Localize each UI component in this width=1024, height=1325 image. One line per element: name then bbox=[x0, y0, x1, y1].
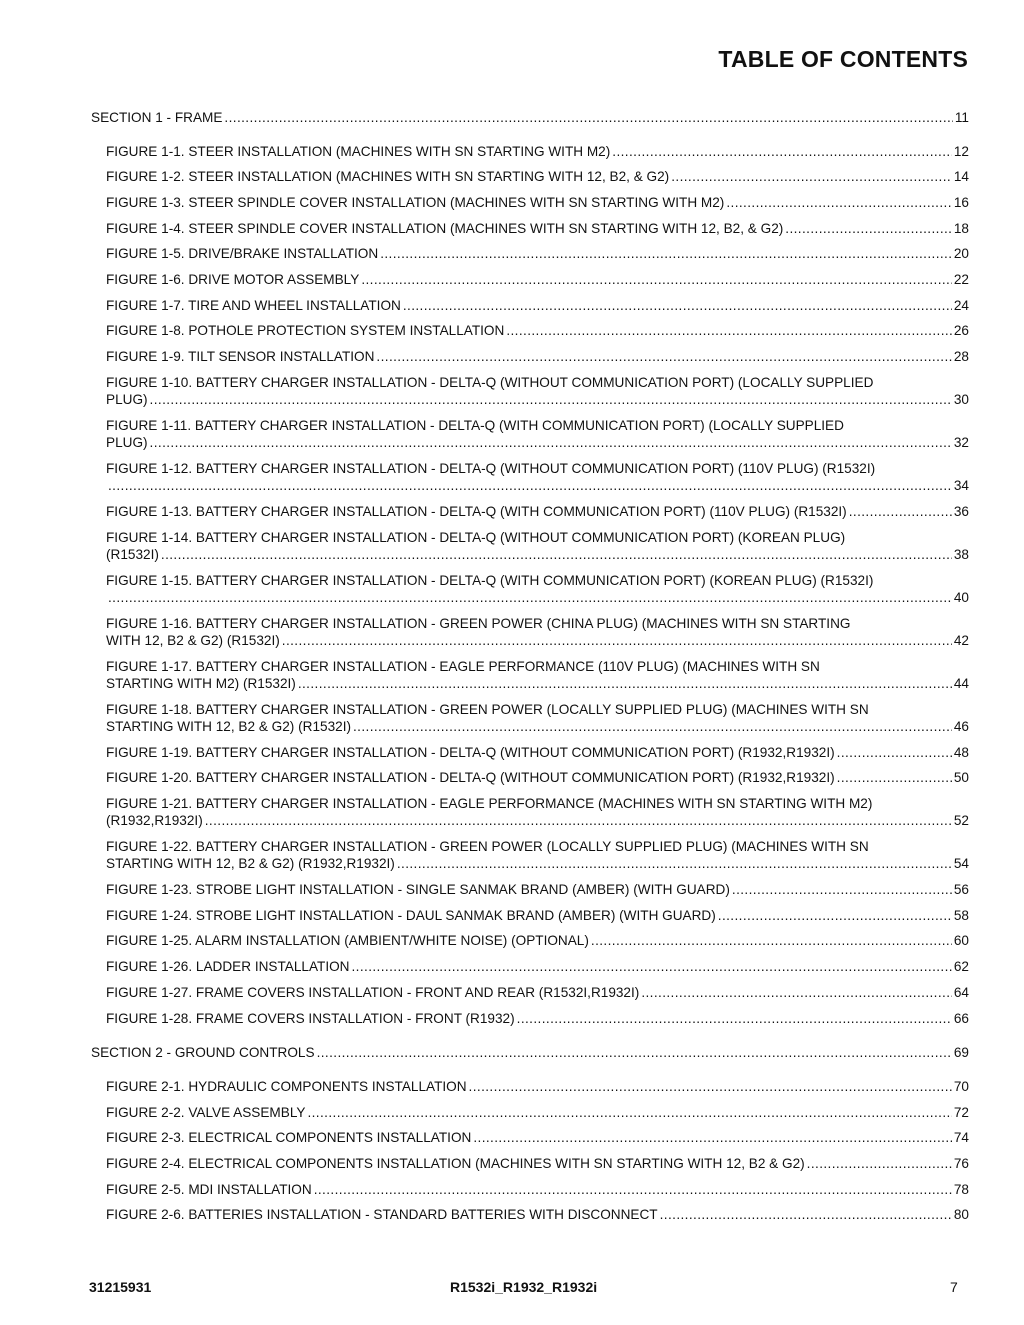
toc-entry-text: FIGURE 1-10. BATTERY CHARGER INSTALLATION - DELTA-Q (WITHOUT COMMUNICATION PORT) (LOCALLY SUPPLIED bbox=[106, 375, 874, 390]
toc-entry-figure[interactable] bbox=[106, 297, 969, 314]
toc-entry-figure[interactable] bbox=[106, 881, 969, 898]
toc-page-number: 24 bbox=[953, 298, 969, 313]
dot-leader bbox=[403, 297, 952, 314]
dot-leader bbox=[517, 1010, 952, 1027]
toc-page-number: 14 bbox=[953, 169, 969, 184]
toc-page-number: 60 bbox=[953, 933, 969, 948]
dot-leader bbox=[314, 1181, 952, 1198]
dot-leader bbox=[473, 1129, 952, 1146]
toc-entry-text: FIGURE 1-17. BATTERY CHARGER INSTALLATION - EAGLE PERFORMANCE (110V PLUG) (MACHINES WITH SN bbox=[106, 659, 820, 674]
toc-page-number: 32 bbox=[953, 435, 969, 450]
toc-entry-figure[interactable] bbox=[106, 271, 969, 288]
toc-entry-text: FIGURE 1-2. STEER INSTALLATION (MACHINES WITH SN STARTING WITH 12, B2, & G2) bbox=[106, 169, 670, 184]
dot-leader bbox=[205, 812, 952, 829]
dot-leader bbox=[150, 434, 952, 451]
toc-page-number: 58 bbox=[953, 908, 969, 923]
model-names: R1532i_R1932_R1932i bbox=[450, 1279, 598, 1295]
dot-leader bbox=[612, 143, 952, 160]
toc-page-number: 62 bbox=[953, 959, 969, 974]
toc-entry-figure[interactable] bbox=[106, 701, 969, 735]
toc-entry-text: FIGURE 1-9. TILT SENSOR INSTALLATION bbox=[106, 349, 375, 364]
toc-entry-text-continued: PLUG) bbox=[106, 392, 148, 407]
toc-page-number: 52 bbox=[953, 813, 969, 828]
toc-entry-text-continued: STARTING WITH M2) (R1532I) bbox=[106, 676, 296, 691]
toc-page-number: 66 bbox=[953, 1011, 969, 1026]
toc-entry-text: SECTION 2 - GROUND CONTROLS bbox=[91, 1045, 315, 1060]
toc-page-number: 50 bbox=[953, 770, 969, 785]
toc-entry-figure[interactable] bbox=[106, 168, 969, 185]
toc-entry-text: FIGURE 2-1. HYDRAULIC COMPONENTS INSTALLATION bbox=[106, 1079, 467, 1094]
toc-entry-text: FIGURE 1-5. DRIVE/BRAKE INSTALLATION bbox=[106, 246, 379, 261]
toc-entry-section-2[interactable] bbox=[91, 1044, 969, 1061]
page-title: TABLE OF CONTENTS bbox=[718, 46, 968, 72]
toc-entry-figure[interactable] bbox=[106, 143, 969, 160]
toc-entry-text-continued: (R1532I) bbox=[106, 547, 159, 562]
toc-entry-text: FIGURE 1-25. ALARM INSTALLATION (AMBIENT/WHITE NOISE) (OPTIONAL) bbox=[106, 933, 589, 948]
document-number: 31215931 bbox=[89, 1279, 152, 1295]
dot-leader bbox=[641, 984, 952, 1001]
toc-entry-figure[interactable] bbox=[106, 417, 969, 451]
toc-entry-figure[interactable] bbox=[106, 838, 969, 872]
dot-leader bbox=[671, 168, 952, 185]
toc-entry-text: FIGURE 1-27. FRAME COVERS INSTALLATION - FRONT AND REAR (R1532I,R1932I) bbox=[106, 985, 640, 1000]
toc-entry-text: FIGURE 1-4. STEER SPINDLE COVER INSTALLATION (MACHINES WITH SN STARTING WITH 12, B2, & G2) bbox=[106, 221, 784, 236]
toc-entry-figure[interactable] bbox=[106, 1206, 969, 1223]
toc-entry-section-1[interactable] bbox=[91, 109, 969, 126]
dot-leader bbox=[718, 907, 952, 924]
toc-page-number: 72 bbox=[953, 1105, 969, 1120]
toc-entry-figure[interactable] bbox=[106, 220, 969, 237]
toc-entry-text: FIGURE 1-6. DRIVE MOTOR ASSEMBLY bbox=[106, 272, 360, 287]
toc-entry-text: FIGURE 1-3. STEER SPINDLE COVER INSTALLATION (MACHINES WITH SN STARTING WITH M2) bbox=[106, 195, 725, 210]
dot-leader bbox=[161, 546, 952, 563]
dot-leader bbox=[376, 348, 951, 365]
toc-entry-figure[interactable] bbox=[106, 744, 969, 761]
toc-page-number: 74 bbox=[953, 1130, 969, 1145]
toc-page-number: 54 bbox=[953, 856, 969, 871]
toc-entry-figure[interactable] bbox=[106, 374, 969, 408]
toc-entry-text: FIGURE 2-5. MDI INSTALLATION bbox=[106, 1182, 312, 1197]
toc-page-number: 22 bbox=[953, 272, 969, 287]
toc-entry-text: SECTION 1 - FRAME bbox=[91, 110, 223, 125]
toc-entry-text: FIGURE 1-23. STROBE LIGHT INSTALLATION - SINGLE SANMAK BRAND (AMBER) (WITH GUARD) bbox=[106, 882, 730, 897]
toc-page-number: 78 bbox=[953, 1182, 969, 1197]
toc-page-number: 44 bbox=[953, 676, 969, 691]
toc-entry-figure[interactable] bbox=[106, 460, 969, 494]
toc-entry-text: FIGURE 2-2. VALVE ASSEMBLY bbox=[106, 1105, 306, 1120]
toc-entry-text: FIGURE 2-3. ELECTRICAL COMPONENTS INSTALLATION bbox=[106, 1130, 472, 1145]
toc-page-number: 34 bbox=[953, 478, 969, 493]
dot-leader bbox=[224, 109, 952, 126]
toc-entry-text-continued: WITH 12, B2 & G2) (R1532I) bbox=[106, 633, 280, 648]
dot-leader bbox=[108, 589, 952, 606]
toc-entry-text-continued: (R1932,R1932I) bbox=[106, 813, 203, 828]
dot-leader bbox=[807, 1155, 952, 1172]
dot-leader bbox=[298, 675, 952, 692]
toc-entry-figure[interactable] bbox=[106, 958, 969, 975]
toc-entry-text: FIGURE 1-8. POTHOLE PROTECTION SYSTEM INSTALLATION bbox=[106, 323, 505, 338]
toc-entry-text: FIGURE 1-19. BATTERY CHARGER INSTALLATION - DELTA-Q (WITHOUT COMMUNICATION PORT) (R1932,R1932I) bbox=[106, 745, 835, 760]
dot-leader bbox=[660, 1206, 952, 1223]
toc-entry-text-continued: STARTING WITH 12, B2 & G2) (R1532I) bbox=[106, 719, 351, 734]
dot-leader bbox=[317, 1044, 952, 1061]
toc-entry-figure[interactable] bbox=[106, 1104, 969, 1121]
toc-entry-text: FIGURE 2-4. ELECTRICAL COMPONENTS INSTALLATION (MACHINES WITH SN STARTING WITH 12, B2 & G2) bbox=[106, 1156, 805, 1171]
toc-entry-text-continued: STARTING WITH 12, B2 & G2) (R1932,R1932I) bbox=[106, 856, 395, 871]
toc-entry-figure[interactable] bbox=[106, 769, 969, 786]
toc-page-number: 42 bbox=[953, 633, 969, 648]
toc-entry-text: FIGURE 1-12. BATTERY CHARGER INSTALLATION - DELTA-Q (WITHOUT COMMUNICATION PORT) (110V PLUG) (R1532I) bbox=[106, 461, 876, 476]
toc-entry-text: FIGURE 1-20. BATTERY CHARGER INSTALLATION - DELTA-Q (WITHOUT COMMUNICATION PORT) (R1932,R1932I) bbox=[106, 770, 835, 785]
toc-entry-text: FIGURE 2-6. BATTERIES INSTALLATION - STANDARD BATTERIES WITH DISCONNECT bbox=[106, 1207, 658, 1222]
toc-page-number: 80 bbox=[953, 1207, 969, 1222]
dot-leader bbox=[380, 245, 952, 262]
toc-entry-figure[interactable] bbox=[106, 245, 969, 262]
toc-page-number: 38 bbox=[953, 547, 969, 562]
toc-entry-figure[interactable] bbox=[106, 322, 969, 339]
dot-leader bbox=[837, 744, 952, 761]
toc-page-number: 12 bbox=[953, 144, 969, 159]
dot-leader bbox=[397, 855, 952, 872]
toc-page-number: 11 bbox=[954, 110, 969, 125]
toc-entry-text: FIGURE 1-18. BATTERY CHARGER INSTALLATION - GREEN POWER (LOCALLY SUPPLIED PLUG) (MACHINES WITH SN bbox=[106, 702, 869, 717]
toc-page-number: 56 bbox=[953, 882, 969, 897]
toc-entry-text-continued: PLUG) bbox=[106, 435, 148, 450]
toc-page-number: 28 bbox=[953, 349, 969, 364]
toc-entry-figure[interactable] bbox=[106, 658, 969, 692]
toc-entry-text: FIGURE 1-13. BATTERY CHARGER INSTALLATION - DELTA-Q (WITH COMMUNICATION PORT) (110V PLUG) (R1532I) bbox=[106, 504, 847, 519]
toc-entry-text: FIGURE 1-1. STEER INSTALLATION (MACHINES WITH SN STARTING WITH M2) bbox=[106, 144, 611, 159]
toc-entry-figure[interactable] bbox=[106, 194, 969, 211]
toc-entry-text: FIGURE 1-15. BATTERY CHARGER INSTALLATION - DELTA-Q (WITH COMMUNICATION PORT) (KOREAN PLUG) (R1532I) bbox=[106, 573, 874, 588]
toc-page-number: 30 bbox=[953, 392, 969, 407]
dot-leader bbox=[150, 391, 952, 408]
page-number: 7 bbox=[950, 1279, 958, 1295]
dot-leader bbox=[469, 1078, 952, 1095]
toc-entry-figure[interactable] bbox=[106, 907, 969, 924]
dot-leader bbox=[361, 271, 952, 288]
toc-entry-figure[interactable] bbox=[106, 795, 969, 829]
toc-entry-figure[interactable] bbox=[106, 615, 969, 649]
toc-entry-figure[interactable] bbox=[106, 503, 969, 520]
dot-leader bbox=[591, 932, 952, 949]
dot-leader bbox=[849, 503, 952, 520]
toc-entry-text: FIGURE 1-11. BATTERY CHARGER INSTALLATION - DELTA-Q (WITH COMMUNICATION PORT) (LOCALLY SUPPLIED bbox=[106, 418, 844, 433]
toc-entry-text: FIGURE 1-14. BATTERY CHARGER INSTALLATION - DELTA-Q (WITHOUT COMMUNICATION PORT) (KOREAN PLUG) bbox=[106, 530, 846, 545]
toc-entry-text: FIGURE 1-16. BATTERY CHARGER INSTALLATION - GREEN POWER (CHINA PLUG) (MACHINES WITH SN STARTING bbox=[106, 616, 851, 631]
toc-entry-text: FIGURE 1-21. BATTERY CHARGER INSTALLATION - EAGLE PERFORMANCE (MACHINES WITH SN STARTING WITH M2) bbox=[106, 796, 873, 811]
toc-page-number: 64 bbox=[953, 985, 969, 1000]
toc-page-number: 69 bbox=[953, 1045, 969, 1060]
dot-leader bbox=[307, 1104, 951, 1121]
toc-entry-text: FIGURE 1-7. TIRE AND WHEEL INSTALLATION bbox=[106, 298, 401, 313]
toc-entry-figure[interactable] bbox=[106, 1129, 969, 1146]
toc-entry-text: FIGURE 1-28. FRAME COVERS INSTALLATION - FRONT (R1932) bbox=[106, 1011, 515, 1026]
toc-entry-text: FIGURE 1-24. STROBE LIGHT INSTALLATION - DAUL SANMAK BRAND (AMBER) (WITH GUARD) bbox=[106, 908, 716, 923]
toc-entry-figure[interactable] bbox=[106, 1181, 969, 1198]
toc-entry-text: FIGURE 1-22. BATTERY CHARGER INSTALLATION - GREEN POWER (LOCALLY SUPPLIED PLUG) (MACHINES WITH SN bbox=[106, 839, 869, 854]
toc-page-number: 16 bbox=[953, 195, 969, 210]
toc-entry-figure[interactable] bbox=[106, 932, 969, 949]
toc-page-number: 18 bbox=[953, 221, 969, 236]
dot-leader bbox=[506, 322, 952, 339]
toc-entry-figure[interactable] bbox=[106, 1078, 969, 1095]
dot-leader bbox=[785, 220, 952, 237]
toc-entry-figure[interactable] bbox=[106, 529, 969, 563]
toc-page-number: 76 bbox=[953, 1156, 969, 1171]
dot-leader bbox=[282, 632, 952, 649]
toc-page-number: 40 bbox=[953, 590, 969, 605]
toc-entry-figure[interactable] bbox=[106, 1155, 969, 1172]
toc-page-number: 36 bbox=[953, 504, 969, 519]
toc-page-number: 48 bbox=[953, 745, 969, 760]
dot-leader bbox=[353, 718, 952, 735]
toc-entry-figure[interactable] bbox=[106, 348, 969, 365]
toc-page-number: 26 bbox=[953, 323, 969, 338]
toc-entry-text: FIGURE 1-26. LADDER INSTALLATION bbox=[106, 959, 350, 974]
dot-leader bbox=[837, 769, 952, 786]
toc-page-number: 46 bbox=[953, 719, 969, 734]
dot-leader bbox=[108, 477, 952, 494]
dot-leader bbox=[726, 194, 952, 211]
dot-leader bbox=[352, 958, 952, 975]
toc-page-number: 70 bbox=[953, 1079, 969, 1094]
toc-entry-figure[interactable] bbox=[106, 984, 969, 1001]
toc-entry-figure[interactable] bbox=[106, 1010, 969, 1027]
dot-leader bbox=[732, 881, 952, 898]
toc-entry-figure[interactable] bbox=[106, 572, 969, 606]
toc-page-number: 20 bbox=[953, 246, 969, 261]
